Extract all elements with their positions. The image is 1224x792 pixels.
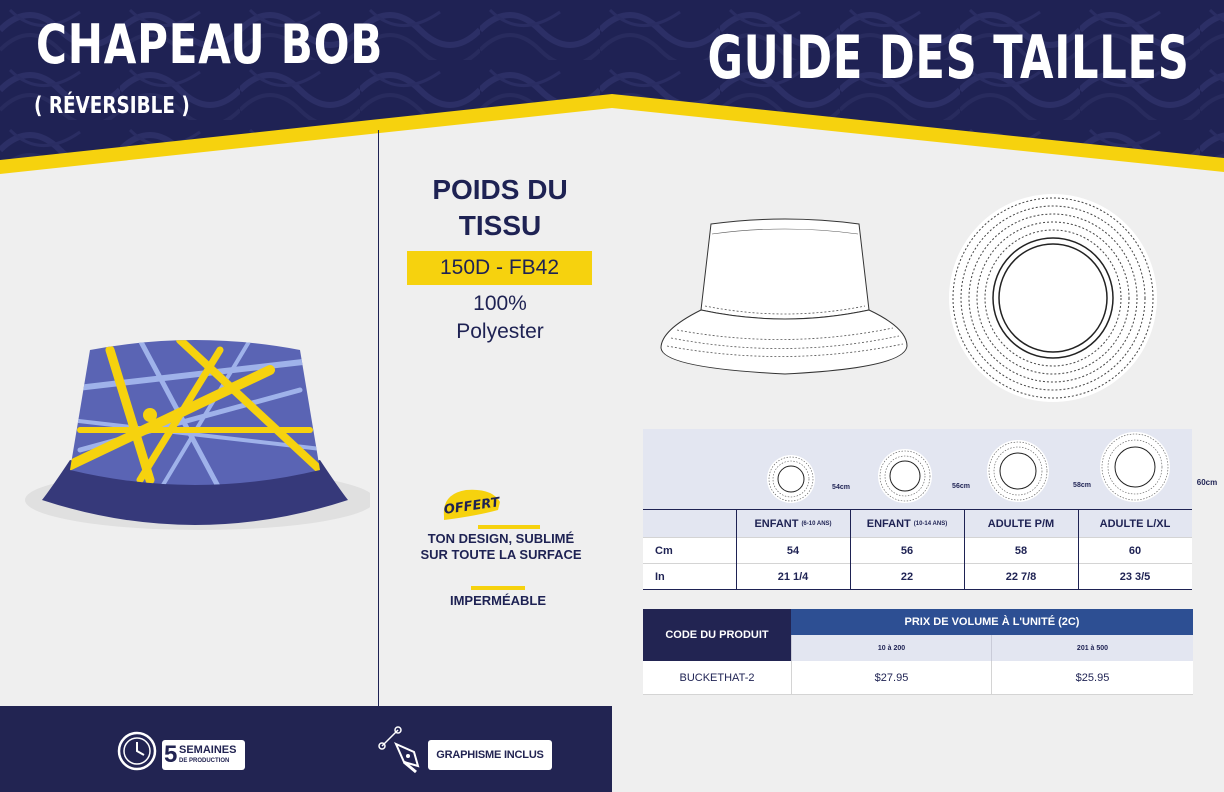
table-cell: 60 bbox=[1128, 544, 1142, 557]
hat-product-image bbox=[20, 330, 370, 550]
size-header-row bbox=[643, 509, 1192, 537]
product-code-header: CODE DU PRODUIT bbox=[643, 609, 791, 661]
col-enfant-10-14: ENFANT (10-14 ANS) bbox=[866, 517, 948, 530]
table-row bbox=[643, 563, 1192, 589]
price-table bbox=[643, 609, 1193, 695]
header-banner bbox=[0, 0, 1224, 175]
design-line-2: SUR TOUTE LA SURFACE bbox=[420, 547, 582, 562]
size-table bbox=[643, 429, 1218, 590]
fabric-material bbox=[400, 290, 600, 346]
guide-title: GUIDE DES TAILLES bbox=[707, 23, 1190, 93]
hat-top-drawing bbox=[945, 190, 1161, 406]
hat-side-drawing bbox=[655, 210, 915, 380]
row-unit-cm: Cm bbox=[655, 544, 673, 557]
product-title: CHAPEAU BOB bbox=[36, 13, 384, 76]
waterproof-bar bbox=[471, 586, 525, 590]
size-58-icon bbox=[986, 439, 1091, 503]
table-cell: 23 3/5 bbox=[1119, 570, 1151, 583]
size-60-label: 60cm bbox=[1196, 478, 1218, 487]
material-percent: 100% bbox=[473, 292, 527, 315]
table-bottom-line bbox=[643, 589, 1192, 590]
column-divider bbox=[1078, 509, 1079, 590]
table-cell: 56 bbox=[900, 544, 914, 557]
weeks-sublabel: DE PRODUCTION bbox=[179, 758, 230, 764]
range-2: 201 à 500 bbox=[991, 635, 1193, 661]
size-54-label: 54cm bbox=[832, 484, 850, 491]
row-unit-in: In bbox=[655, 570, 665, 583]
column-divider bbox=[736, 509, 737, 590]
table-cell: 22 bbox=[900, 570, 914, 583]
column-divider bbox=[850, 509, 851, 590]
size-60-icon bbox=[1099, 431, 1218, 503]
offert-underline bbox=[478, 525, 540, 529]
table-cell: 58 bbox=[1014, 544, 1028, 557]
col-adulte-lxl: ADULTE L/XL bbox=[1099, 517, 1171, 530]
vertical-divider bbox=[378, 130, 379, 706]
table-cell: 21 1/4 bbox=[777, 570, 809, 583]
design-included-text bbox=[400, 531, 602, 563]
waterproof-text: IMPERMÉABLE bbox=[449, 593, 547, 608]
material-name: Polyester bbox=[456, 320, 544, 343]
price-2: $25.95 bbox=[991, 661, 1193, 695]
size-56-label: 56cm bbox=[952, 483, 970, 490]
col-adulte-pm: ADULTE P/M bbox=[987, 517, 1055, 530]
table-cell: 22 7/8 bbox=[1005, 570, 1037, 583]
weeks-number: 5 bbox=[164, 741, 178, 768]
size-58-label: 58cm bbox=[1073, 482, 1091, 489]
fabric-code-badge: 150D - FB42 bbox=[407, 251, 592, 285]
fabric-weight-title: POIDS DU TISSU bbox=[432, 174, 568, 241]
column-divider bbox=[964, 509, 965, 590]
product-subtitle: ( RÉVERSIBLE ) bbox=[34, 93, 190, 119]
size-56-icon bbox=[877, 448, 970, 504]
offert-label: OFFERT bbox=[443, 495, 501, 518]
pen-tool-icon bbox=[376, 724, 428, 776]
volume-price-header: PRIX DE VOLUME À L'UNITÉ (2C) bbox=[791, 609, 1193, 635]
col-enfant-6-10: ENFANT (6-10 ANS) bbox=[754, 517, 832, 530]
footer-bar bbox=[0, 706, 612, 792]
size-icons-row bbox=[643, 429, 1218, 509]
design-line-1: TON DESIGN, SUBLIMÉ bbox=[427, 531, 575, 546]
graphics-included-badge: GRAPHISME INCLUS bbox=[428, 740, 552, 770]
production-weeks-badge bbox=[162, 740, 245, 770]
table-cell: 54 bbox=[786, 544, 800, 557]
offert-badge bbox=[436, 486, 506, 526]
range-1: 10 à 200 bbox=[791, 635, 991, 661]
price-1: $27.95 bbox=[791, 661, 991, 695]
weeks-label: SEMAINES bbox=[179, 744, 237, 756]
clock-icon bbox=[116, 730, 162, 776]
table-row bbox=[643, 537, 1192, 563]
product-code: BUCKETHAT-2 bbox=[679, 672, 755, 684]
size-54-icon bbox=[766, 454, 850, 504]
